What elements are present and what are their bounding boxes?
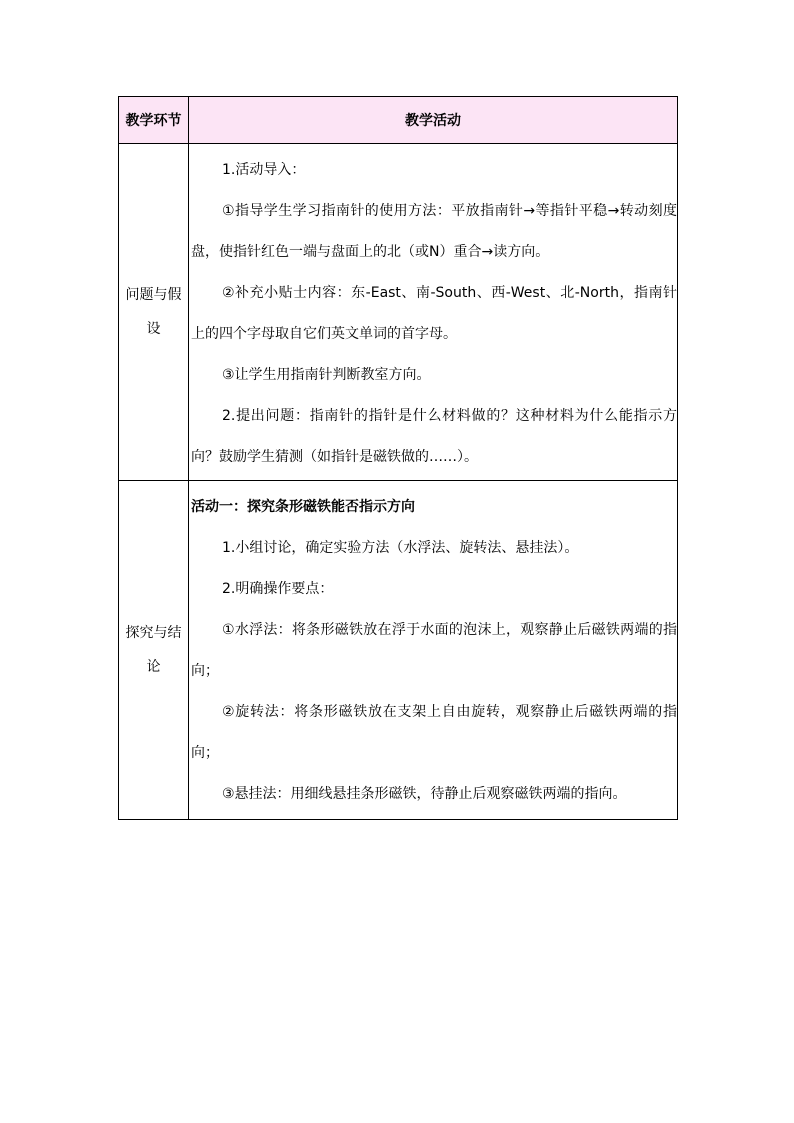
activity-paragraph: ①水浮法：将条形磁铁放在浮于水面的泡沫上，观察静止后磁铁两端的指向； (191, 622, 677, 679)
activity-cell (189, 144, 678, 481)
activity-paragraph: ③让学生用指南针判断教室方向。 (222, 367, 431, 383)
activity-cell (189, 481, 678, 820)
lesson-plan-table (118, 96, 678, 820)
activity-paragraph: ②旋转法：将条形磁铁放在支架上自由旋转，观察静止后磁铁两端的指向； (191, 704, 677, 761)
header-stage: 教学环节 (119, 97, 189, 144)
table-row (119, 144, 678, 481)
stage-cell: 问题与假设 (119, 144, 189, 481)
activity-paragraph: ②补充小贴士内容：东-East、南-South、西-West、北-North，指南针上的四个字母取自它们英文单词的首字母。 (191, 285, 677, 342)
stage-cell: 探究与结论 (119, 481, 189, 820)
activity-paragraph: 2.提出问题：指南针的指针是什么材料做的？这种材料为什么能指示方向？鼓励学生猜测（如指针是磁铁做的……）。 (191, 408, 677, 465)
activity-heading: 活动一：探究条形磁铁能否指示方向 (191, 499, 415, 515)
table-row (119, 481, 678, 820)
activity-paragraph: 1.小组讨论，确定实验方法（水浮法、旋转法、悬挂法）。 (222, 540, 579, 556)
activity-paragraph: ①指导学生学习指南针的使用方法：平放指南针→等指针平稳→转动刻度盘，使指针红色一端与盘面上的北（或N）重合→读方向。 (191, 203, 677, 260)
activity-paragraph: 2.明确操作要点： (222, 581, 334, 597)
activity-paragraph: 1.活动导入： (222, 162, 306, 178)
header-activity: 教学活动 (189, 97, 678, 144)
table-header-row (119, 97, 678, 144)
activity-paragraph: ③悬挂法：用细线悬挂条形磁铁，待静止后观察磁铁两端的指向。 (222, 786, 627, 802)
